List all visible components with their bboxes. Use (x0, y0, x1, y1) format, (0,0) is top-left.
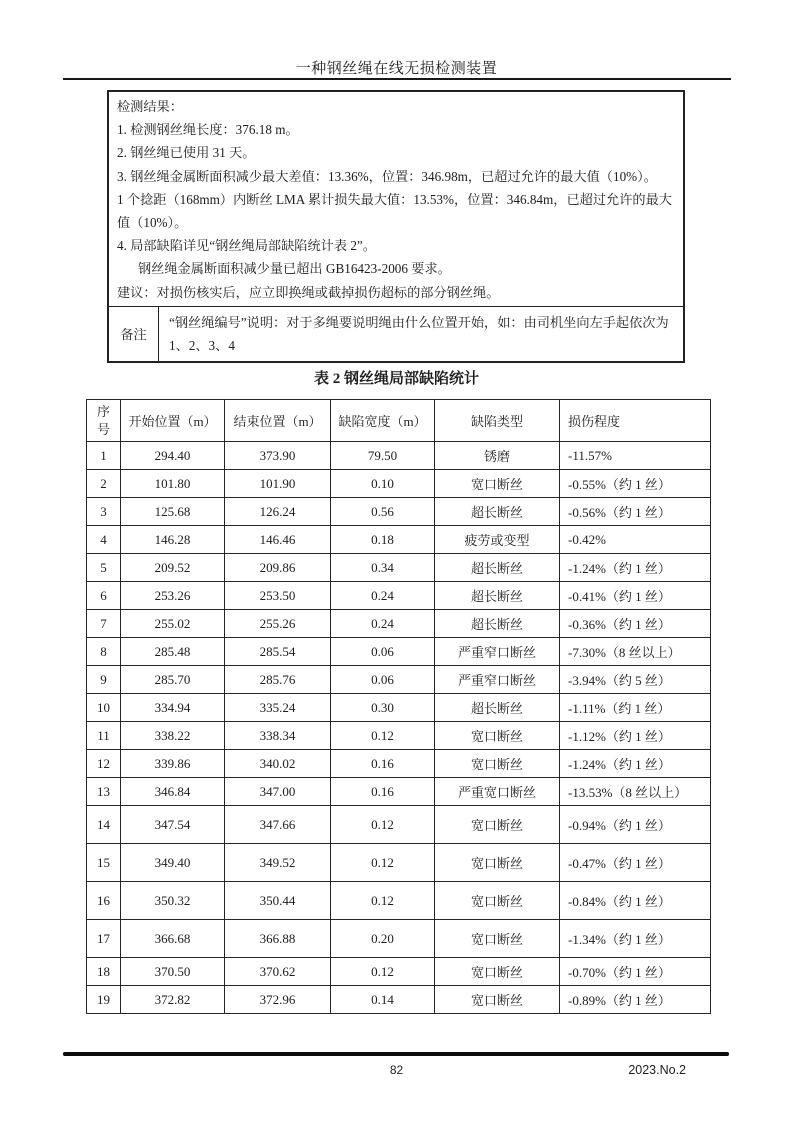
table-row (87, 778, 711, 806)
table-cell: 285.54 (225, 638, 331, 666)
table-cell: 严重宽口断丝 (435, 778, 560, 806)
table-cell: 347.00 (225, 778, 331, 806)
table-cell: -7.30%（8 丝以上） (560, 638, 711, 666)
table-cell: 11 (87, 722, 121, 750)
table-cell: 0.20 (331, 920, 435, 958)
table-cell: 79.50 (331, 442, 435, 470)
table-cell: 严重窄口断丝 (435, 666, 560, 694)
table-cell: 0.24 (331, 610, 435, 638)
table-cell: -11.57% (560, 442, 711, 470)
table-cell: -0.36%（约 1 丝） (560, 610, 711, 638)
table-cell: -0.94%（约 1 丝） (560, 806, 711, 844)
result-heading: 检测结果： (117, 99, 183, 114)
table-body (87, 442, 711, 1014)
table-cell: 3 (87, 498, 121, 526)
result-line-4: 4. 局部缺陷详见“钢丝绳局部缺陷统计表 2”。 (117, 238, 376, 254)
table-cell: -1.24%（约 1 丝） (560, 750, 711, 778)
table-cell: 347.66 (225, 806, 331, 844)
table-cell: 14 (87, 806, 121, 844)
footer-rule (63, 1052, 729, 1056)
table-cell: 锈磨 (435, 442, 560, 470)
issue-number: 2023.No.2 (628, 1063, 686, 1077)
table-cell: 0.16 (331, 778, 435, 806)
result-line-3: 3. 钢丝绳金属断面积减少最大差值：13.36%，位置：346.98m，已超过允许的最大值（10%）。 (117, 168, 657, 184)
table-cell: 370.50 (121, 958, 225, 986)
page-number: 82 (389, 1063, 404, 1077)
col-header-defect-type: 缺陷类型 (435, 400, 560, 442)
table-row (87, 666, 711, 694)
defect-statistics-table (86, 399, 711, 1014)
table-cell: 宽口断丝 (435, 920, 560, 958)
table-cell: 0.12 (331, 958, 435, 986)
table-cell: 13 (87, 778, 121, 806)
table-cell: 253.50 (225, 582, 331, 610)
table-cell: 338.22 (121, 722, 225, 750)
table-cell: -0.55%（约 1 丝） (560, 470, 711, 498)
table-cell: 宽口断丝 (435, 844, 560, 882)
table-cell: -1.11%（约 1 丝） (560, 694, 711, 722)
table-cell: 超长断丝 (435, 498, 560, 526)
table-cell: 255.26 (225, 610, 331, 638)
table-cell: 340.02 (225, 750, 331, 778)
header-rule (63, 78, 731, 80)
col-header-start-pos: 开始位置（m） (121, 400, 225, 442)
table-row (87, 986, 711, 1014)
document-title: 一种钢丝绳在线无损检测装置 (295, 61, 498, 77)
table-cell: 0.06 (331, 638, 435, 666)
table-cell: 超长断丝 (435, 610, 560, 638)
table-cell: -1.24%（约 1 丝） (560, 554, 711, 582)
table-cell: 超长断丝 (435, 582, 560, 610)
table-cell: -3.94%（约 5 丝） (560, 666, 711, 694)
table-cell: 350.44 (225, 882, 331, 920)
table-row (87, 470, 711, 498)
table-cell: 0.34 (331, 554, 435, 582)
table-cell: 0.12 (331, 806, 435, 844)
table-cell: 17 (87, 920, 121, 958)
table-row (87, 806, 711, 844)
table-cell: 严重窄口断丝 (435, 638, 560, 666)
table-cell: 0.12 (331, 844, 435, 882)
table-cell: 5 (87, 554, 121, 582)
table-cell: 宽口断丝 (435, 882, 560, 920)
table-cell: 0.06 (331, 666, 435, 694)
table-cell: 372.96 (225, 986, 331, 1014)
remark-text: “钢丝绳编号”说明：对于多绳要说明绳由什么位置开始，如：由司机坐向左手起依次为 1、2、3、4 (169, 314, 669, 354)
table-row (87, 554, 711, 582)
table-cell: -1.12%（约 1 丝） (560, 722, 711, 750)
table-cell: 6 (87, 582, 121, 610)
table-cell: 366.68 (121, 920, 225, 958)
table-cell: 346.84 (121, 778, 225, 806)
table-cell: 0.24 (331, 582, 435, 610)
result-suggestion: 建议：对损伤核实后，应立即换绳或截掉损伤超标的部分钢丝绳。 (117, 284, 500, 300)
table-row (87, 638, 711, 666)
table-cell: 0.12 (331, 722, 435, 750)
detection-result-box (107, 90, 685, 363)
table-cell: 宽口断丝 (435, 750, 560, 778)
table-cell: 0.16 (331, 750, 435, 778)
table-cell: 334.94 (121, 694, 225, 722)
table-row (87, 722, 711, 750)
table-row (87, 920, 711, 958)
table-header (87, 400, 711, 442)
table-cell: 0.12 (331, 882, 435, 920)
table-row (87, 694, 711, 722)
table-cell: 294.40 (121, 442, 225, 470)
table-cell: 宽口断丝 (435, 470, 560, 498)
table-cell: 8 (87, 638, 121, 666)
table-title: 表 2 钢丝绳局部缺陷统计 (313, 371, 479, 387)
table-cell: 宽口断丝 (435, 722, 560, 750)
table-cell: 疲劳或变型 (435, 526, 560, 554)
table-cell: 7 (87, 610, 121, 638)
table-row (87, 498, 711, 526)
detection-result-body (109, 92, 683, 306)
result-line-1: 1. 检测钢丝绳长度：376.18 m。 (117, 122, 299, 138)
remark-label: 备注 (109, 307, 159, 361)
table-cell: -13.53%（8 丝以上） (560, 778, 711, 806)
table-cell: 15 (87, 844, 121, 882)
table-row (87, 958, 711, 986)
table-cell: 349.52 (225, 844, 331, 882)
table-cell: -0.84%（约 1 丝） (560, 882, 711, 920)
table-cell: -0.41%（约 1 丝） (560, 582, 711, 610)
table-cell: 16 (87, 882, 121, 920)
table-cell: 285.76 (225, 666, 331, 694)
table-row (87, 526, 711, 554)
table-cell: 0.30 (331, 694, 435, 722)
table-cell: 10 (87, 694, 121, 722)
table-cell: -0.89%（约 1 丝） (560, 986, 711, 1014)
table-cell: 125.68 (121, 498, 225, 526)
table-header-row (87, 400, 711, 442)
table-cell: 285.70 (121, 666, 225, 694)
col-header-end-pos: 结束位置（m） (225, 400, 331, 442)
table-cell: 253.26 (121, 582, 225, 610)
table-row (87, 442, 711, 470)
table-cell: 338.34 (225, 722, 331, 750)
result-line-lma: 1 个捻距（168mm）内断丝 LMA 累计损失最大值：13.53%，位置：346.84m，已超过允许的最大值（10%）。 (117, 191, 672, 231)
table-cell: -0.70%（约 1 丝） (560, 958, 711, 986)
table-cell: 347.54 (121, 806, 225, 844)
table-cell: -1.34%（约 1 丝） (560, 920, 711, 958)
table-row (87, 582, 711, 610)
table-cell: 宽口断丝 (435, 806, 560, 844)
table-cell: 285.48 (121, 638, 225, 666)
table-cell: 1 (87, 442, 121, 470)
table-cell: 209.52 (121, 554, 225, 582)
table-cell: -0.42% (560, 526, 711, 554)
result-line-standard: 钢丝绳金属断面积减少量已超出 GB16423-2006 要求。 (138, 261, 451, 277)
remark-row (109, 306, 683, 361)
table-cell: 4 (87, 526, 121, 554)
table-cell: 宽口断丝 (435, 986, 560, 1014)
table-cell: 2 (87, 470, 121, 498)
table-cell: 超长断丝 (435, 554, 560, 582)
table-cell: 0.10 (331, 470, 435, 498)
col-header-defect-width: 缺陷宽度（m） (331, 400, 435, 442)
table-cell: 372.82 (121, 986, 225, 1014)
table-row (87, 844, 711, 882)
table-cell: 18 (87, 958, 121, 986)
table-cell: 101.90 (225, 470, 331, 498)
table-cell: 335.24 (225, 694, 331, 722)
table-cell: -0.47%（约 1 丝） (560, 844, 711, 882)
table-cell: 101.80 (121, 470, 225, 498)
result-line-2: 2. 钢丝绳已使用 31 天。 (117, 145, 256, 161)
table-row (87, 610, 711, 638)
table-cell: 146.28 (121, 526, 225, 554)
table-cell: -0.56%（约 1 丝） (560, 498, 711, 526)
table-cell: 0.14 (331, 986, 435, 1014)
table-cell: 370.62 (225, 958, 331, 986)
table-cell: 126.24 (225, 498, 331, 526)
table-cell: 19 (87, 986, 121, 1014)
col-header-damage-degree: 损伤程度 (560, 400, 711, 442)
table-cell: 366.88 (225, 920, 331, 958)
table-cell: 146.46 (225, 526, 331, 554)
table-cell: 209.86 (225, 554, 331, 582)
table-cell: 0.18 (331, 526, 435, 554)
table-cell: 350.32 (121, 882, 225, 920)
col-header-index: 序号 (87, 400, 121, 442)
table-cell: 超长断丝 (435, 694, 560, 722)
table-cell: 宽口断丝 (435, 958, 560, 986)
table-cell: 255.02 (121, 610, 225, 638)
table-cell: 349.40 (121, 844, 225, 882)
table-cell: 373.90 (225, 442, 331, 470)
table-row (87, 882, 711, 920)
table-cell: 0.56 (331, 498, 435, 526)
table-cell: 339.86 (121, 750, 225, 778)
table-cell: 9 (87, 666, 121, 694)
table-row (87, 750, 711, 778)
table-cell: 12 (87, 750, 121, 778)
